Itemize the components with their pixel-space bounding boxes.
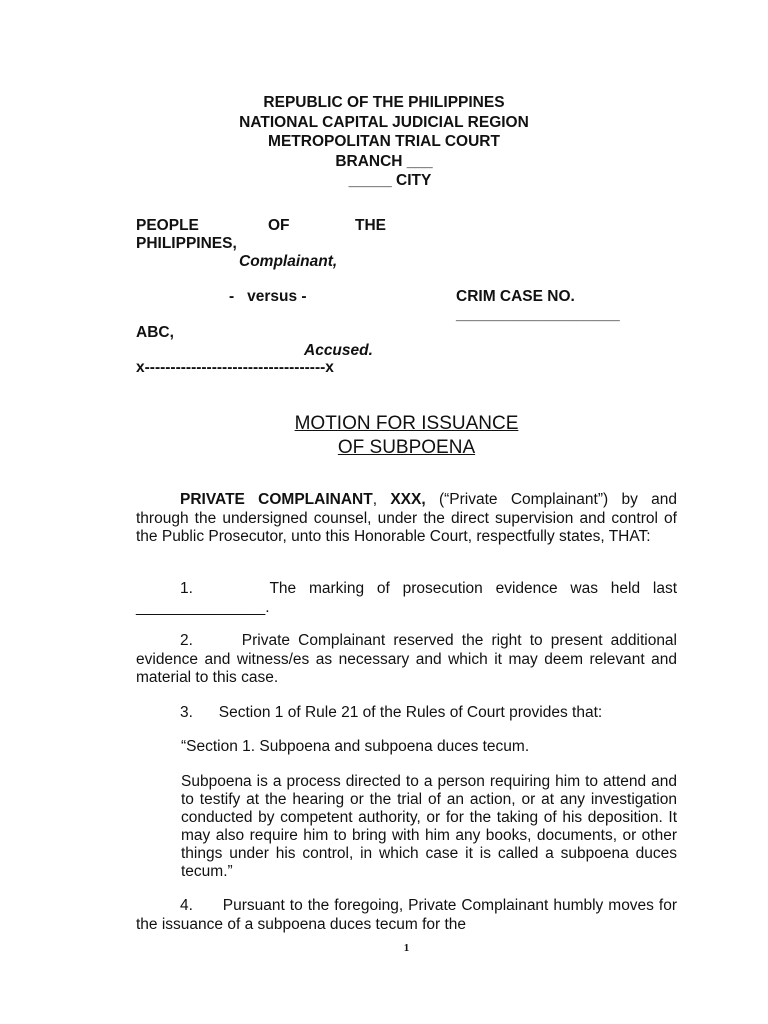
paragraph-1-number: 1. [180,580,193,597]
intro-paragraph: PRIVATE COMPLAINANT, XXX, (“Private Complainant”) by and through the undersigned counsel, under the direct supervision and control of the Public Prosecutor, unto this Honorable Court, respectfully states, THAT: [136,491,677,545]
header-line-branch: BRANCH ___ [335,152,433,170]
header-line-city: _____ CITY [348,172,432,189]
paragraph-3-number: 3. [180,704,193,721]
court-header [0,93,768,191]
plaintiff-word-the: THE [355,217,386,234]
case-number-label: CRIM CASE NO. [456,288,575,305]
paragraph-3 [136,704,677,723]
quote-body: Subpoena is a process directed to a person requiring him to attend and to testify at the hearing or the trial of an action, or at any investigation conducted by competent authority, or for the taking of his deposition. It may also require him to bring with him any books, documents, or other things under his control, in which case it is called a subpoena duces tecum.” [181,773,677,880]
page-number: 1 [403,942,410,954]
intro-name: XXX, [390,491,426,508]
plaintiff-line-philippines: PHILIPPINES, [136,235,237,252]
versus-label: - versus - [229,288,307,305]
header-line-republic: REPUBLIC OF THE PHILIPPINES [263,94,505,111]
accused-name: ABC, [136,324,174,341]
paragraph-4 [136,897,677,934]
header-line-court: METROPOLITAN TRIAL COURT [268,133,500,150]
motion-title-line1: MOTION FOR ISSUANCE [294,413,519,434]
paragraph-2-text: Private Complainant reserved the right to present additional evidence and witness/es as necessary and which it may deem relevant and material to this case. [136,632,677,686]
paragraph-3-text: Section 1 of Rule 21 of the Rules of Court provides that: [218,704,603,721]
paragraph-1 [136,580,677,617]
plaintiff-word-of: OF [268,217,290,234]
paragraph-2 [136,632,677,688]
header-line-region: NATIONAL CAPITAL JUDICIAL REGION [239,113,529,131]
paragraph-1-text: The marking of prosecution evidence was held last _______________. [136,580,678,616]
accused-role: Accused. [304,342,373,359]
quote-heading: “Section 1. Subpoena and subpoena duces tecum. [181,738,530,755]
intro-party: PRIVATE COMPLAINANT [180,491,373,508]
plaintiff-word-people: PEOPLE [136,217,199,234]
paragraph-4-number: 4. [180,897,193,914]
paragraph-2-number: 2. [180,632,193,649]
paragraph-4-text: Pursuant to the foregoing, Private Complainant humbly moves for the issuance of a subpoena duces tecum for the [136,897,677,933]
motion-title-line2: OF SUBPOENA [337,437,476,458]
plaintiff-role: Complainant, [239,253,338,270]
intro-text: (“Private Complainant”) by and through the undersigned counsel, under the direct supervision and control of the Public Prosecutor, unto this Honorable Court, respectfully states, THAT: [136,491,677,545]
case-number-blank: ___________________ [456,306,620,323]
caption-separator: x-----------------------------------x [136,359,334,376]
